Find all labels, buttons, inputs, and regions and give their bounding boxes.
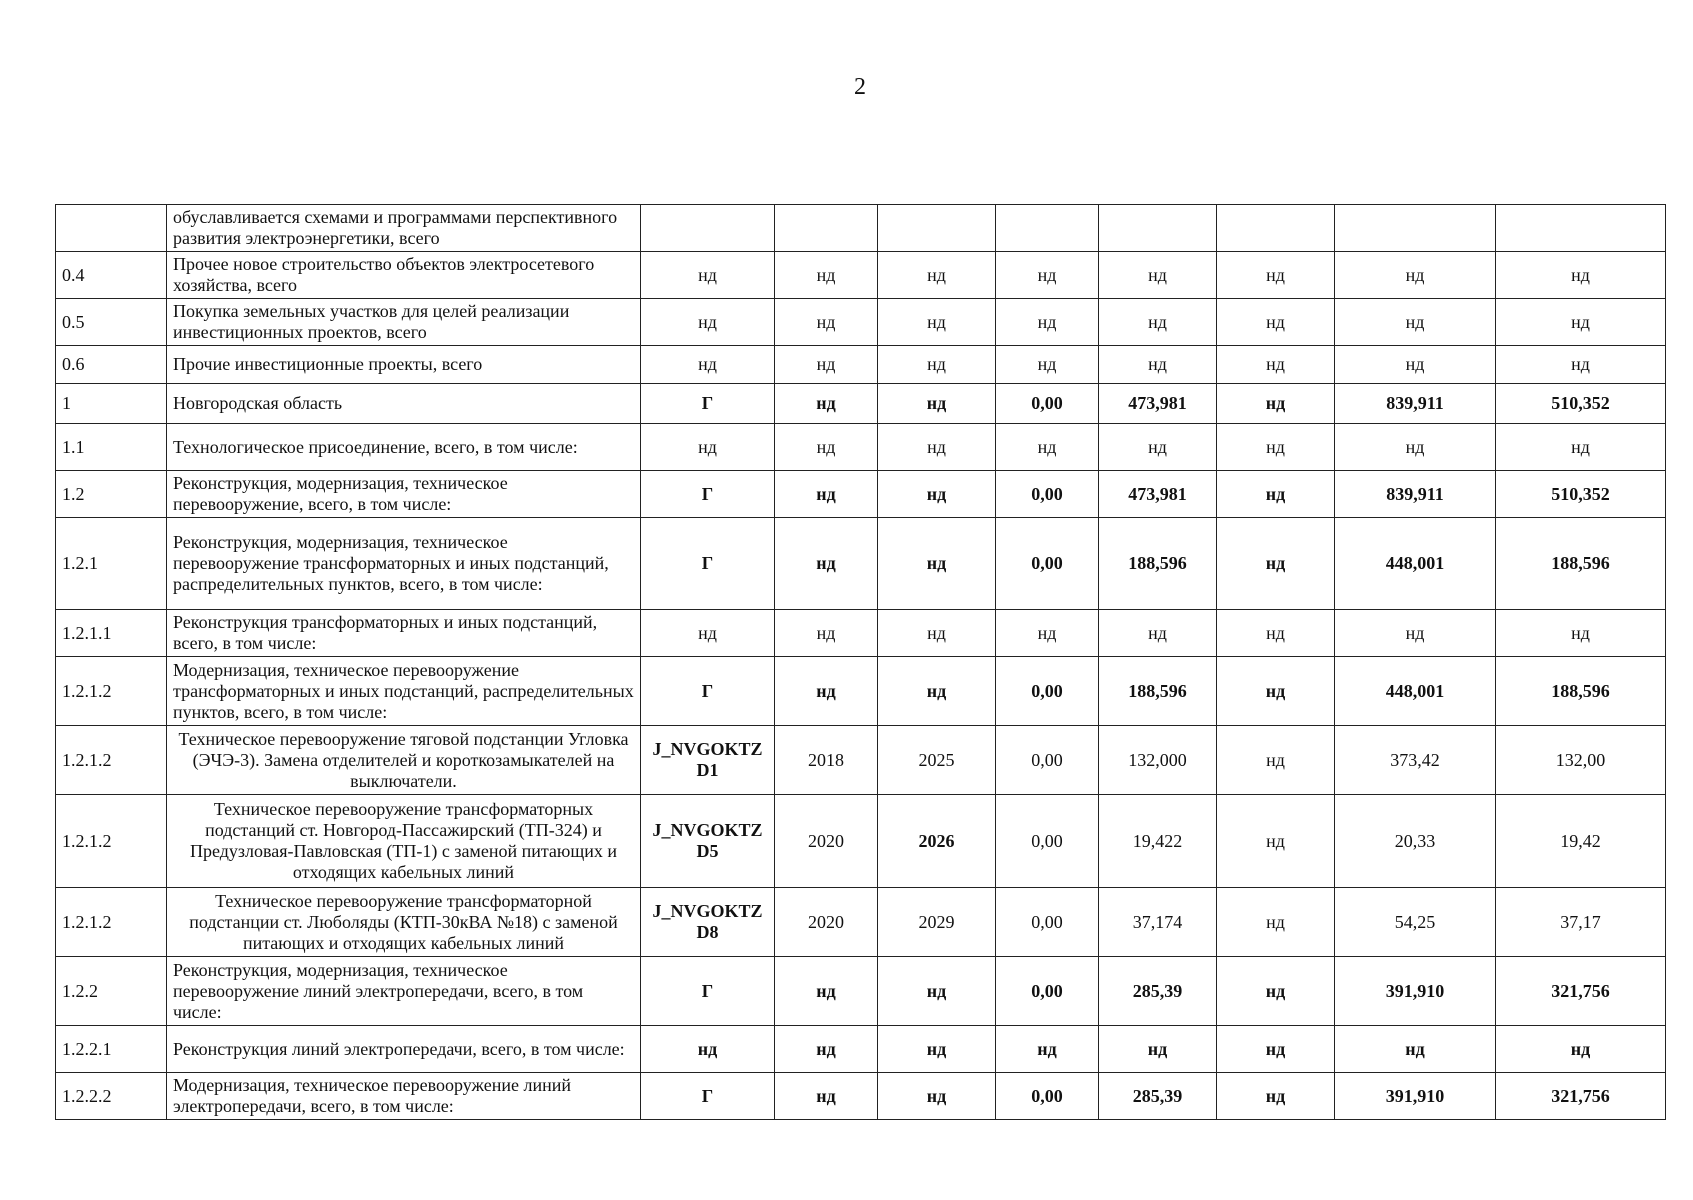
row-number: 1.2 xyxy=(56,471,167,518)
investment-table xyxy=(55,204,1666,1120)
cell-col-4: 0,00 xyxy=(996,384,1099,424)
cell-col-4: 0,00 xyxy=(996,1073,1099,1120)
cell-col-2 xyxy=(775,205,878,252)
cell-col-8: нд xyxy=(1496,299,1666,346)
cell-col-1: нд xyxy=(641,299,775,346)
row-number: 0.6 xyxy=(56,346,167,384)
cell-col-1: нд xyxy=(641,424,775,471)
table-row xyxy=(56,795,1666,888)
row-name: Прочее новое строительство объектов электросетевого хозяйства, всего xyxy=(167,252,641,299)
cell-col-6: нд xyxy=(1217,424,1335,471)
cell-col-2: нд xyxy=(775,299,878,346)
row-name: Прочие инвестиционные проекты, всего xyxy=(167,346,641,384)
row-name: Реконструкция, модернизация, техническое перевооружение трансформаторных и иных подстанций, распределительных пунктов, всего, в том числе: xyxy=(167,518,641,610)
cell-col-5: нд xyxy=(1099,424,1217,471)
row-name: Техническое перевооружение трансформаторной подстанции ст. Люболяды (КТП-30кВА №18) с заменой питающих и отходящих кабельных линий xyxy=(167,888,641,957)
row-name: Реконструкция, модернизация, техническое перевооружение, всего, в том числе: xyxy=(167,471,641,518)
table-row xyxy=(56,1073,1666,1120)
cell-col-7 xyxy=(1335,205,1496,252)
cell-col-3: нд xyxy=(878,424,996,471)
cell-col-2: 2020 xyxy=(775,888,878,957)
cell-col-3: нд xyxy=(878,1026,996,1073)
cell-col-4: 0,00 xyxy=(996,518,1099,610)
row-number: 1.2.2 xyxy=(56,957,167,1026)
row-name: Новгородская область xyxy=(167,384,641,424)
cell-col-7: нд xyxy=(1335,346,1496,384)
cell-col-6 xyxy=(1217,205,1335,252)
cell-col-4: 0,00 xyxy=(996,726,1099,795)
row-number: 1.2.1.2 xyxy=(56,657,167,726)
cell-col-6: нд xyxy=(1217,346,1335,384)
cell-col-3: нд xyxy=(878,1073,996,1120)
cell-col-5: 37,174 xyxy=(1099,888,1217,957)
row-number: 1.2.1.1 xyxy=(56,610,167,657)
cell-col-2: нд xyxy=(775,957,878,1026)
row-name: Реконструкция трансформаторных и иных подстанций, всего, в том числе: xyxy=(167,610,641,657)
cell-col-3: нд xyxy=(878,299,996,346)
row-name: Реконструкция, модернизация, техническое перевооружение линий электропередачи, всего, в том числе: xyxy=(167,957,641,1026)
row-number: 1.2.1 xyxy=(56,518,167,610)
table-row xyxy=(56,384,1666,424)
cell-col-5: нд xyxy=(1099,610,1217,657)
cell-col-3: нд xyxy=(878,657,996,726)
row-number: 1.2.2.1 xyxy=(56,1026,167,1073)
cell-col-7: нд xyxy=(1335,610,1496,657)
cell-col-3: нд xyxy=(878,252,996,299)
cell-col-2: нд xyxy=(775,610,878,657)
cell-col-2: нд xyxy=(775,657,878,726)
cell-col-7: нд xyxy=(1335,1026,1496,1073)
cell-col-6: нд xyxy=(1217,1026,1335,1073)
cell-col-8: 37,17 xyxy=(1496,888,1666,957)
cell-col-8: нд xyxy=(1496,610,1666,657)
cell-col-2: нд xyxy=(775,424,878,471)
cell-col-6: нд xyxy=(1217,657,1335,726)
cell-col-1: J_NVGOKTZD5 xyxy=(641,795,775,888)
cell-col-6: нд xyxy=(1217,610,1335,657)
cell-col-1: нд xyxy=(641,252,775,299)
cell-col-8: нд xyxy=(1496,252,1666,299)
row-name: Модернизация, техническое перевооружение линий электропередачи, всего, в том числе: xyxy=(167,1073,641,1120)
cell-col-8: 132,00 xyxy=(1496,726,1666,795)
cell-col-3: 2029 xyxy=(878,888,996,957)
row-name: Покупка земельных участков для целей реализации инвестиционных проектов, всего xyxy=(167,299,641,346)
cell-col-2: нд xyxy=(775,384,878,424)
cell-col-3 xyxy=(878,205,996,252)
cell-col-7: 448,001 xyxy=(1335,518,1496,610)
cell-col-5 xyxy=(1099,205,1217,252)
page-number: 2 xyxy=(854,74,866,100)
cell-col-5: 285,39 xyxy=(1099,957,1217,1026)
cell-col-5: 188,596 xyxy=(1099,657,1217,726)
cell-col-7: 20,33 xyxy=(1335,795,1496,888)
cell-col-4: нд xyxy=(996,610,1099,657)
cell-col-5: нд xyxy=(1099,1026,1217,1073)
cell-col-4: нд xyxy=(996,346,1099,384)
cell-col-8: нд xyxy=(1496,424,1666,471)
cell-col-4: нд xyxy=(996,299,1099,346)
table-row xyxy=(56,726,1666,795)
cell-col-6: нд xyxy=(1217,384,1335,424)
cell-col-3: нд xyxy=(878,346,996,384)
table-row xyxy=(56,346,1666,384)
table-body xyxy=(56,205,1666,1120)
cell-col-1: J_NVGOKTZD1 xyxy=(641,726,775,795)
cell-col-6: нд xyxy=(1217,726,1335,795)
cell-col-8: 188,596 xyxy=(1496,657,1666,726)
cell-col-6: нд xyxy=(1217,957,1335,1026)
cell-col-6: нд xyxy=(1217,252,1335,299)
cell-col-4: нд xyxy=(996,424,1099,471)
cell-col-7: 373,42 xyxy=(1335,726,1496,795)
cell-col-1: нд xyxy=(641,1026,775,1073)
cell-col-2: нд xyxy=(775,346,878,384)
row-number: 0.4 xyxy=(56,252,167,299)
cell-col-5: нд xyxy=(1099,252,1217,299)
cell-col-8: 321,756 xyxy=(1496,1073,1666,1120)
cell-col-6: нд xyxy=(1217,518,1335,610)
cell-col-2: нд xyxy=(775,1026,878,1073)
row-number xyxy=(56,205,167,252)
cell-col-7: 839,911 xyxy=(1335,384,1496,424)
cell-col-4: 0,00 xyxy=(996,957,1099,1026)
cell-col-1: Г xyxy=(641,518,775,610)
cell-col-3: нд xyxy=(878,471,996,518)
cell-col-5: 285,39 xyxy=(1099,1073,1217,1120)
cell-col-2: нд xyxy=(775,471,878,518)
cell-col-3: 2026 xyxy=(878,795,996,888)
table-row xyxy=(56,205,1666,252)
cell-col-4 xyxy=(996,205,1099,252)
table-row xyxy=(56,1026,1666,1073)
cell-col-2: 2020 xyxy=(775,795,878,888)
cell-col-2: 2018 xyxy=(775,726,878,795)
row-number: 1.1 xyxy=(56,424,167,471)
cell-col-4: 0,00 xyxy=(996,471,1099,518)
row-name: обуславливается схемами и программами перспективного развития электроэнергетики, всего xyxy=(167,205,641,252)
cell-col-5: 19,422 xyxy=(1099,795,1217,888)
table-row xyxy=(56,424,1666,471)
cell-col-8: нд xyxy=(1496,1026,1666,1073)
cell-col-1: Г xyxy=(641,384,775,424)
row-number: 1.2.1.2 xyxy=(56,888,167,957)
cell-col-7: нд xyxy=(1335,424,1496,471)
cell-col-8: 19,42 xyxy=(1496,795,1666,888)
table-row xyxy=(56,957,1666,1026)
cell-col-1: нд xyxy=(641,610,775,657)
cell-col-3: нд xyxy=(878,384,996,424)
table-row xyxy=(56,252,1666,299)
cell-col-1: Г xyxy=(641,657,775,726)
cell-col-1: нд xyxy=(641,346,775,384)
table-row xyxy=(56,471,1666,518)
cell-col-7: 391,910 xyxy=(1335,957,1496,1026)
table-row xyxy=(56,299,1666,346)
row-number: 0.5 xyxy=(56,299,167,346)
row-name: Техническое перевооружение тяговой подстанции Угловка (ЭЧЭ-3). Замена отделителей и короткозамыкателей на выключатели. xyxy=(167,726,641,795)
cell-col-8: 510,352 xyxy=(1496,471,1666,518)
cell-col-6: нд xyxy=(1217,471,1335,518)
cell-col-1: Г xyxy=(641,1073,775,1120)
cell-col-3: нд xyxy=(878,957,996,1026)
cell-col-5: нд xyxy=(1099,299,1217,346)
cell-col-4: 0,00 xyxy=(996,888,1099,957)
row-number: 1.2.1.2 xyxy=(56,795,167,888)
cell-col-5: нд xyxy=(1099,346,1217,384)
cell-col-7: нд xyxy=(1335,252,1496,299)
cell-col-1: J_NVGOKTZD8 xyxy=(641,888,775,957)
cell-col-5: 473,981 xyxy=(1099,384,1217,424)
row-number: 1 xyxy=(56,384,167,424)
cell-col-7: 54,25 xyxy=(1335,888,1496,957)
cell-col-5: 473,981 xyxy=(1099,471,1217,518)
cell-col-4: 0,00 xyxy=(996,657,1099,726)
row-name: Техническое перевооружение трансформаторных подстанций ст. Новгород-Пассажирский (ТП-324) и Предузловая-Павловская (ТП-1) с заменой питающих и отходящих кабельных линий xyxy=(167,795,641,888)
cell-col-1 xyxy=(641,205,775,252)
cell-col-7: 448,001 xyxy=(1335,657,1496,726)
cell-col-5: 188,596 xyxy=(1099,518,1217,610)
cell-col-8: 188,596 xyxy=(1496,518,1666,610)
cell-col-8: 321,756 xyxy=(1496,957,1666,1026)
cell-col-6: нд xyxy=(1217,299,1335,346)
cell-col-7: 391,910 xyxy=(1335,1073,1496,1120)
row-name: Реконструкция линий электропередачи, всего, в том числе: xyxy=(167,1026,641,1073)
row-name: Модернизация, техническое перевооружение трансформаторных и иных подстанций, распределительных пунктов, всего, в том числе: xyxy=(167,657,641,726)
cell-col-3: нд xyxy=(878,518,996,610)
cell-col-6: нд xyxy=(1217,888,1335,957)
table-row xyxy=(56,518,1666,610)
row-name: Технологическое присоединение, всего, в том числе: xyxy=(167,424,641,471)
cell-col-8 xyxy=(1496,205,1666,252)
cell-col-6: нд xyxy=(1217,1073,1335,1120)
row-number: 1.2.2.2 xyxy=(56,1073,167,1120)
cell-col-3: 2025 xyxy=(878,726,996,795)
cell-col-7: нд xyxy=(1335,299,1496,346)
cell-col-3: нд xyxy=(878,610,996,657)
cell-col-4: нд xyxy=(996,252,1099,299)
cell-col-2: нд xyxy=(775,518,878,610)
cell-col-4: нд xyxy=(996,1026,1099,1073)
table-row xyxy=(56,657,1666,726)
cell-col-2: нд xyxy=(775,252,878,299)
cell-col-8: нд xyxy=(1496,346,1666,384)
cell-col-1: Г xyxy=(641,471,775,518)
cell-col-5: 132,000 xyxy=(1099,726,1217,795)
cell-col-6: нд xyxy=(1217,795,1335,888)
table-row xyxy=(56,610,1666,657)
cell-col-7: 839,911 xyxy=(1335,471,1496,518)
cell-col-4: 0,00 xyxy=(996,795,1099,888)
row-number: 1.2.1.2 xyxy=(56,726,167,795)
table-row xyxy=(56,888,1666,957)
cell-col-2: нд xyxy=(775,1073,878,1120)
cell-col-8: 510,352 xyxy=(1496,384,1666,424)
cell-col-1: Г xyxy=(641,957,775,1026)
